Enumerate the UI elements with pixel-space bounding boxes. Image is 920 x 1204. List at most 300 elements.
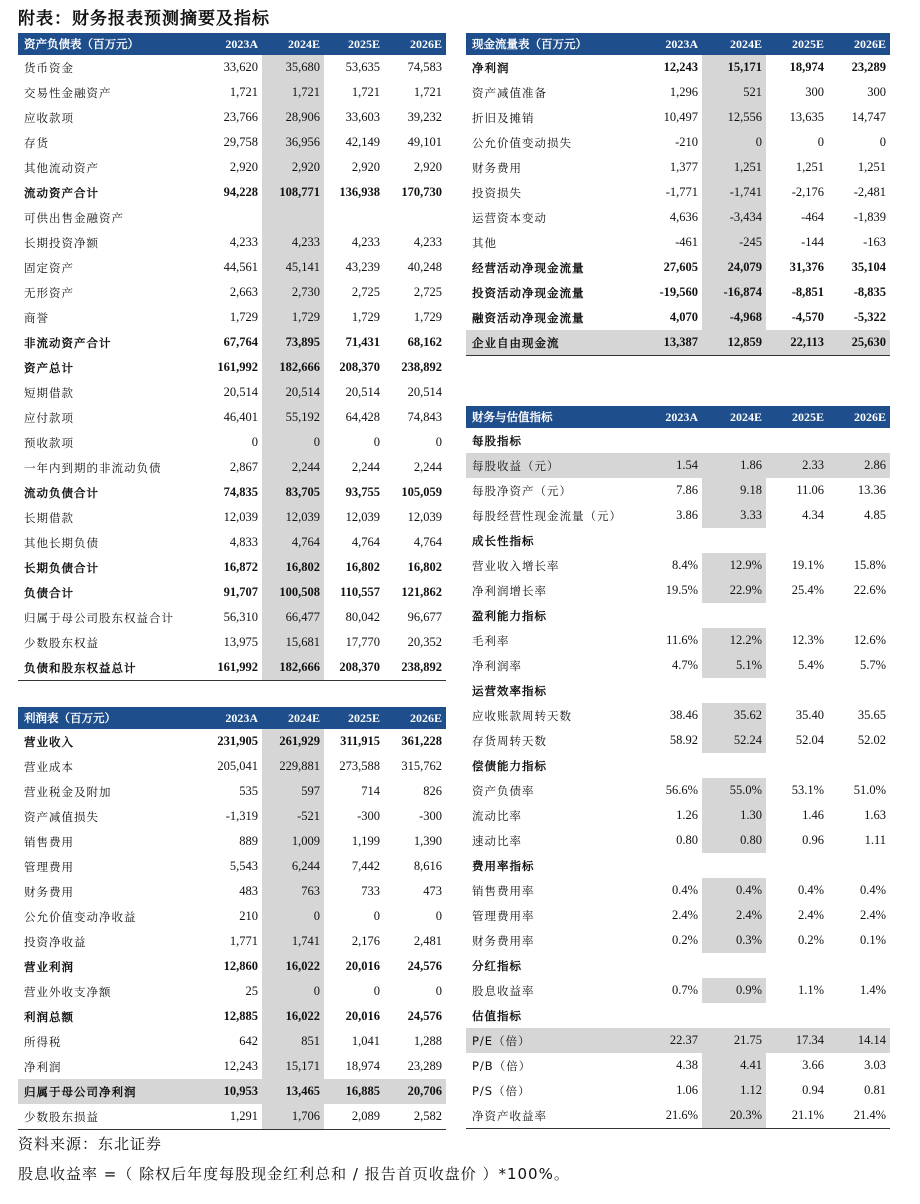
value-cell: 12.3% — [791, 633, 824, 647]
value-cell — [766, 853, 828, 878]
value-cell: 20,016 — [345, 1009, 380, 1023]
row-label: 所得税 — [24, 1034, 62, 1049]
row-label: 营业收入 — [24, 734, 74, 749]
value-cell: 4.85 — [864, 508, 886, 522]
value-cell: 1.86 — [702, 453, 766, 478]
row-label: 流动负债合计 — [24, 485, 99, 500]
row-label: 净资产收益率 — [466, 1103, 642, 1129]
value-cell: 0.2% — [797, 933, 824, 947]
value-cell: 238,892 — [401, 360, 442, 374]
value-cell: 1,729 — [351, 310, 380, 324]
table-row — [18, 155, 446, 180]
dividend-yield-note: 股息收益率 =（ 除权后年度每股现金红利总和 / 报告首页收盘价 ）*100%。 — [18, 1165, 570, 1183]
value-cell: 3.03 — [864, 1058, 886, 1072]
table-row — [18, 904, 446, 929]
table-row — [466, 205, 890, 230]
value-cell: 2,481 — [413, 934, 442, 948]
table-row — [466, 578, 890, 603]
header-row — [18, 33, 446, 55]
value-cell: 161,992 — [217, 360, 258, 374]
value-cell: 0.81 — [864, 1083, 886, 1097]
section-label: 费用率指标 — [472, 858, 535, 873]
value-cell: -210 — [675, 135, 698, 149]
source-note: 资料来源：东北证券 — [18, 1135, 163, 1153]
value-cell — [828, 678, 890, 703]
row-label: 融资活动净现金流量 — [472, 310, 585, 325]
row-label: 投资活动净现金流量 — [472, 285, 585, 300]
value-cell: 55.0% — [702, 778, 766, 803]
value-cell: 12,039 — [407, 510, 442, 524]
year-header: 2025E — [324, 707, 384, 729]
value-cell: 13,465 — [262, 1079, 324, 1104]
value-cell: 12.2% — [702, 628, 766, 653]
value-cell: 4.34 — [802, 508, 824, 522]
value-cell: 51.0% — [853, 783, 886, 797]
value-cell: 28,906 — [262, 105, 324, 130]
value-cell: 521 — [702, 80, 766, 105]
year-header: 2024E — [262, 707, 324, 729]
value-cell: 473 — [423, 884, 442, 898]
table-row — [18, 180, 446, 205]
value-cell: 53.1% — [791, 783, 824, 797]
value-cell: 0.2% — [671, 933, 698, 947]
value-cell: 40,248 — [407, 260, 442, 274]
value-cell: 36,956 — [262, 130, 324, 155]
value-cell — [828, 603, 890, 628]
value-cell: 18,974 — [345, 1059, 380, 1073]
value-cell: -4,968 — [702, 305, 766, 330]
row-label: 投资损失 — [472, 185, 522, 200]
value-cell: 161,992 — [202, 655, 262, 681]
value-cell — [828, 1003, 890, 1028]
value-cell: 21.6% — [642, 1103, 702, 1129]
value-cell: 46,401 — [223, 410, 258, 424]
value-cell: 71,431 — [345, 335, 380, 349]
value-cell — [702, 953, 766, 978]
row-label: 折旧及摊销 — [472, 110, 535, 125]
value-cell — [828, 753, 890, 778]
row-label: 股息收益率 — [472, 983, 535, 998]
table-row — [466, 778, 890, 803]
table-row — [18, 1004, 446, 1029]
table-row — [466, 928, 890, 953]
section-label: 运营效率指标 — [472, 683, 547, 698]
row-label: 其他流动资产 — [24, 160, 99, 175]
value-cell: 108,771 — [262, 180, 324, 205]
row-label: P/S（倍） — [472, 1083, 531, 1098]
year-header: 2023A — [202, 33, 262, 55]
row-label: 毛利率 — [472, 633, 510, 648]
value-cell — [766, 753, 828, 778]
value-cell: 1.1% — [797, 983, 824, 997]
value-cell: 1,199 — [351, 834, 380, 848]
value-cell: 2,176 — [351, 934, 380, 948]
table-row — [18, 330, 446, 355]
value-cell: 2,725 — [351, 285, 380, 299]
value-cell: 1,288 — [413, 1034, 442, 1048]
row-label: 净利润率 — [472, 658, 522, 673]
value-cell: 182,666 — [262, 355, 324, 380]
value-cell: 20,514 — [262, 380, 324, 405]
value-cell: 12.9% — [702, 553, 766, 578]
value-cell: 3.86 — [676, 508, 698, 522]
table-row — [18, 1054, 446, 1079]
row-label: 长期负债合计 — [24, 560, 99, 575]
value-cell: 714 — [361, 784, 380, 798]
value-cell: 20,016 — [345, 959, 380, 973]
value-cell: -245 — [702, 230, 766, 255]
value-cell: 24,576 — [407, 959, 442, 973]
value-cell: 68,162 — [407, 335, 442, 349]
value-cell: 16,872 — [223, 560, 258, 574]
row-label: 长期投资净额 — [24, 235, 99, 250]
table-row — [466, 953, 890, 978]
row-label: 公允价值变动净收益 — [24, 909, 137, 924]
value-cell: 1,009 — [262, 829, 324, 854]
value-cell: 12,039 — [262, 505, 324, 530]
value-cell — [828, 528, 890, 553]
value-cell: 1.63 — [864, 808, 886, 822]
value-cell: 2,582 — [384, 1104, 446, 1130]
value-cell: 4.41 — [702, 1053, 766, 1078]
value-cell: 0 — [702, 130, 766, 155]
value-cell: 4,764 — [413, 535, 442, 549]
value-cell: 2,730 — [262, 280, 324, 305]
table-title: 利润表（百万元） — [18, 707, 202, 729]
value-cell — [642, 603, 702, 628]
value-cell: 15,171 — [262, 1054, 324, 1079]
value-cell: 1.11 — [864, 833, 886, 847]
value-cell — [766, 678, 828, 703]
row-label: 存货 — [24, 135, 49, 150]
section-label: 估值指标 — [472, 1008, 522, 1023]
row-label: P/E（倍） — [466, 1028, 642, 1053]
row-label: 固定资产 — [24, 260, 74, 275]
value-cell: 2,920 — [413, 160, 442, 174]
value-cell — [828, 953, 890, 978]
value-cell: -16,874 — [702, 280, 766, 305]
table-row — [466, 155, 890, 180]
value-cell: 2,244 — [413, 460, 442, 474]
value-cell: 4,764 — [351, 535, 380, 549]
value-cell: 105,059 — [401, 485, 442, 499]
value-cell: 11.6% — [666, 633, 698, 647]
table-row — [18, 505, 446, 530]
value-cell: 2,663 — [229, 285, 258, 299]
value-cell: 238,892 — [384, 655, 446, 681]
value-cell: 2.4% — [671, 908, 698, 922]
table-row — [466, 728, 890, 753]
table-row — [18, 380, 446, 405]
value-cell: 45,141 — [262, 255, 324, 280]
row-label: 流动比率 — [472, 808, 522, 823]
value-cell: 93,755 — [345, 485, 380, 499]
row-label: 速动比率 — [472, 833, 522, 848]
value-cell: 0.4% — [702, 878, 766, 903]
table-row — [466, 753, 890, 778]
value-cell: 22,113 — [766, 330, 828, 356]
value-cell: 121,862 — [401, 585, 442, 599]
table-row — [18, 530, 446, 555]
value-cell: 35.62 — [702, 703, 766, 728]
table-row — [466, 503, 890, 528]
value-cell: 0.7% — [671, 983, 698, 997]
value-cell — [828, 853, 890, 878]
row-label: 其他长期负债 — [24, 535, 99, 550]
value-cell: -8,851 — [791, 285, 824, 299]
row-label: 存货周转天数 — [472, 733, 547, 748]
value-cell — [766, 428, 828, 453]
table-row — [18, 305, 446, 330]
table-row — [18, 580, 446, 605]
value-cell: 64,428 — [345, 410, 380, 424]
value-cell — [702, 678, 766, 703]
value-cell: 17.34 — [766, 1028, 828, 1053]
value-cell — [642, 528, 702, 553]
table-row — [466, 478, 890, 503]
year-header: 2026E — [384, 707, 446, 729]
value-cell: 12,885 — [223, 1009, 258, 1023]
value-cell: 0.80 — [676, 833, 698, 847]
table-row — [18, 779, 446, 804]
value-cell: 18,974 — [789, 60, 824, 74]
value-cell: 1.46 — [802, 808, 824, 822]
year-header: 2023A — [202, 707, 262, 729]
row-label: 商誉 — [24, 310, 49, 325]
value-cell: 2,725 — [413, 285, 442, 299]
value-cell — [262, 205, 324, 230]
row-label: 应收款项 — [24, 110, 74, 125]
row-label: 每股经营性现金流量（元） — [472, 508, 622, 523]
row-label: 无形资产 — [24, 285, 74, 300]
value-cell: 19.1% — [791, 558, 824, 572]
value-cell — [766, 953, 828, 978]
row-label: 净利润增长率 — [472, 583, 547, 598]
row-label: 货币资金 — [24, 60, 74, 75]
value-cell: 5,543 — [229, 859, 258, 873]
value-cell: 0 — [817, 135, 824, 149]
value-cell: 300 — [867, 85, 886, 99]
header-row — [466, 33, 890, 55]
value-cell: 39,232 — [407, 110, 442, 124]
value-cell: 96,677 — [407, 610, 442, 624]
value-cell: 21.1% — [766, 1103, 828, 1129]
value-cell: 208,370 — [324, 655, 384, 681]
value-cell: 1,729 — [413, 310, 442, 324]
value-cell: 231,905 — [217, 734, 258, 748]
value-cell: 1.26 — [676, 808, 698, 822]
table-row — [466, 330, 890, 356]
table-row — [18, 1104, 446, 1130]
row-label: 负债合计 — [24, 585, 74, 600]
table-row — [18, 255, 446, 280]
value-cell: 535 — [239, 784, 258, 798]
value-cell: 182,666 — [262, 655, 324, 681]
value-cell: 16,802 — [262, 555, 324, 580]
table-row — [18, 205, 446, 230]
value-cell: 2.4% — [859, 908, 886, 922]
row-label: 营业税金及附加 — [24, 784, 112, 799]
value-cell: 20.3% — [702, 1103, 766, 1129]
value-cell: 74,843 — [407, 410, 442, 424]
table-row — [466, 280, 890, 305]
value-cell: 13,635 — [789, 110, 824, 124]
row-label: 资产减值损失 — [24, 809, 99, 824]
table-row — [466, 130, 890, 155]
value-cell: 2.4% — [797, 908, 824, 922]
value-cell: 0.80 — [702, 828, 766, 853]
value-cell: 4,233 — [262, 230, 324, 255]
table-row — [466, 653, 890, 678]
value-cell: 0.4% — [797, 883, 824, 897]
value-cell: 8.4% — [671, 558, 698, 572]
table-row — [18, 55, 446, 80]
value-cell: 31,376 — [789, 260, 824, 274]
value-cell: 0.9% — [702, 978, 766, 1003]
value-cell — [702, 428, 766, 453]
value-cell: 12,556 — [702, 105, 766, 130]
row-label: 流动资产合计 — [24, 185, 99, 200]
row-label: 应收账款周转天数 — [472, 708, 572, 723]
section-label: 偿债能力指标 — [472, 758, 547, 773]
value-cell: 1,721 — [351, 85, 380, 99]
value-cell: 1,291 — [202, 1104, 262, 1130]
value-cell: -300 — [357, 809, 380, 823]
value-cell: 20,514 — [407, 385, 442, 399]
value-cell: 20,352 — [407, 635, 442, 649]
value-cell: 851 — [262, 1029, 324, 1054]
row-label: 财务费用 — [472, 160, 522, 175]
value-cell: 83,705 — [262, 480, 324, 505]
row-label: 交易性金融资产 — [24, 85, 112, 100]
value-cell: 4,233 — [413, 235, 442, 249]
table-row — [466, 180, 890, 205]
table-row — [18, 130, 446, 155]
value-cell: 33,620 — [223, 60, 258, 74]
row-label: 资产减值准备 — [472, 85, 547, 100]
value-cell: 597 — [262, 779, 324, 804]
value-cell: 12,859 — [702, 330, 766, 356]
value-cell: 2,920 — [262, 155, 324, 180]
table-title: 财务与估值指标 — [466, 406, 642, 428]
value-cell: 1,729 — [229, 310, 258, 324]
value-cell: 23,766 — [223, 110, 258, 124]
value-cell: 16,802 — [407, 560, 442, 574]
table-row — [466, 878, 890, 903]
value-cell: -3,434 — [702, 205, 766, 230]
value-cell: 35,104 — [851, 260, 886, 274]
year-header: 2026E — [384, 33, 446, 55]
row-label: 营业外收支净额 — [24, 984, 112, 999]
table-row — [466, 828, 890, 853]
table-row — [18, 655, 446, 681]
table-row — [18, 979, 446, 1004]
value-cell: 483 — [239, 884, 258, 898]
row-label: P/B（倍） — [472, 1058, 532, 1073]
table-row — [466, 80, 890, 105]
row-label: 少数股东损益 — [18, 1104, 202, 1130]
row-label: 管理费用 — [24, 859, 74, 874]
value-cell: 5.1% — [702, 653, 766, 678]
row-label: 资产负债率 — [472, 783, 535, 798]
table-row — [18, 555, 446, 580]
row-label: 非流动资产合计 — [24, 335, 112, 350]
value-cell: 74,835 — [223, 485, 258, 499]
value-cell — [828, 428, 890, 453]
header-row — [18, 707, 446, 729]
value-cell: 2.33 — [766, 453, 828, 478]
row-label: 归属于母公司股东权益合计 — [24, 610, 174, 625]
year-header: 2024E — [262, 33, 324, 55]
table-row — [18, 1029, 446, 1054]
cash-flow-table — [466, 33, 890, 356]
value-cell: -1,771 — [665, 185, 698, 199]
value-cell: 16,022 — [262, 954, 324, 979]
row-label: 企业自由现金流 — [466, 330, 642, 356]
section-label: 成长性指标 — [472, 533, 535, 548]
row-label: 销售费用率 — [472, 883, 535, 898]
value-cell — [324, 205, 384, 230]
value-cell: 1.4% — [859, 983, 886, 997]
value-cell: 4,833 — [229, 535, 258, 549]
value-cell — [384, 205, 446, 230]
value-cell: -2,176 — [791, 185, 824, 199]
row-label: 其他 — [472, 235, 497, 250]
table-row — [466, 1053, 890, 1078]
value-cell — [202, 205, 262, 230]
value-cell — [642, 853, 702, 878]
value-cell: 22.37 — [642, 1028, 702, 1053]
value-cell: 4,233 — [229, 235, 258, 249]
row-label: 财务费用 — [24, 884, 74, 899]
table-row — [18, 480, 446, 505]
value-cell: 0 — [435, 984, 442, 998]
value-cell: 5.4% — [797, 658, 824, 672]
value-cell: 2,867 — [229, 460, 258, 474]
table-row — [466, 453, 890, 478]
row-label: 管理费用率 — [472, 908, 535, 923]
value-cell: 2,920 — [351, 160, 380, 174]
table-row — [466, 603, 890, 628]
value-cell: 1.54 — [642, 453, 702, 478]
balance-sheet-table — [18, 33, 446, 681]
value-cell: 0 — [262, 979, 324, 1004]
value-cell: 25.4% — [791, 583, 824, 597]
value-cell — [642, 753, 702, 778]
value-cell: 229,881 — [262, 754, 324, 779]
value-cell: 733 — [361, 884, 380, 898]
value-cell: 15.8% — [853, 558, 886, 572]
value-cell: 23,289 — [851, 60, 886, 74]
row-label: 营业利润 — [24, 959, 74, 974]
row-label: 利润总额 — [24, 1009, 74, 1024]
value-cell: 1,251 — [702, 155, 766, 180]
value-cell: 642 — [239, 1034, 258, 1048]
table-row — [18, 430, 446, 455]
value-cell: 0 — [262, 430, 324, 455]
table-row — [466, 553, 890, 578]
value-cell: 763 — [262, 879, 324, 904]
value-cell: 1.30 — [702, 803, 766, 828]
table-row — [466, 55, 890, 80]
value-cell: 14.14 — [828, 1028, 890, 1053]
table-row — [466, 230, 890, 255]
value-cell: 12,039 — [223, 510, 258, 524]
value-cell: 56.6% — [665, 783, 698, 797]
table-row — [18, 355, 446, 380]
table-row — [466, 628, 890, 653]
value-cell: 0.4% — [859, 883, 886, 897]
